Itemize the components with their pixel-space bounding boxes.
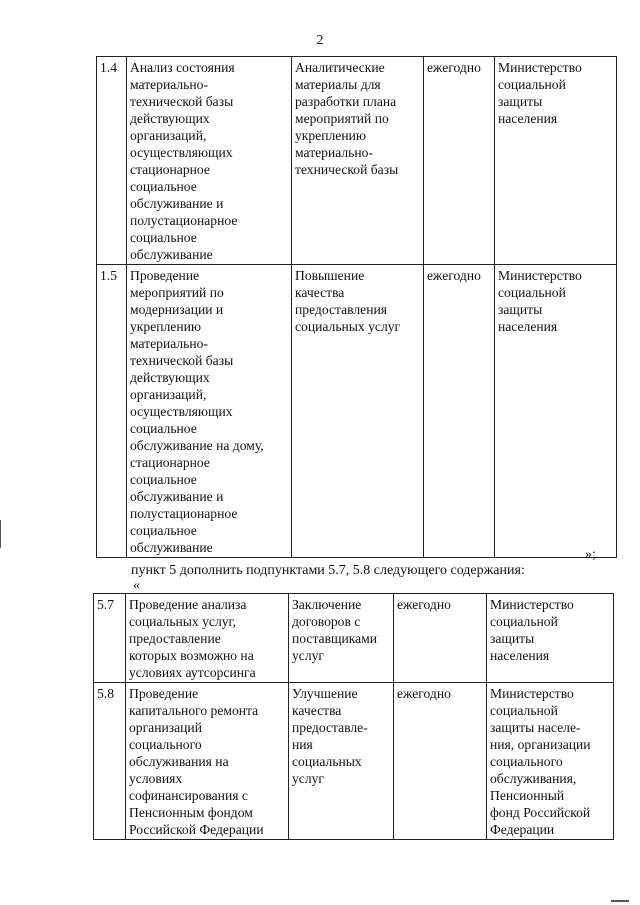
item-number-cell: 5.8	[94, 683, 126, 840]
action-cell: Проведение капитального ремонта организаций социального обслуживания на условиях софинансирования с Пенсионным фондом Российской Федерации	[126, 683, 289, 840]
responsible-cell: Министерство социальной защиты населения	[495, 265, 617, 558]
scan-edge-mark	[0, 520, 1, 548]
period-cell: ежегодно	[394, 594, 487, 683]
table-row	[94, 594, 614, 683]
measures-table-section-5	[93, 593, 614, 840]
result-cell: Заключение договоров с поставщиками услуг	[289, 594, 394, 683]
opening-quote-mark: «	[133, 578, 140, 593]
responsible-cell: Министерство социальной защиты населения	[487, 594, 614, 683]
action-cell: Проведение анализа социальных услуг, предоставление которых возможно на условиях аутсорсинга	[126, 594, 289, 683]
action-cell: Проведение мероприятий по модернизации и укреплению материально- технической базы действующих организаций, осуществляющих социальное обслуживание на дому, стационарное социальное обслуживание и полустационарное социальное обслуживание	[127, 265, 292, 558]
table-row	[94, 683, 614, 840]
result-cell: Повышение качества предоставления социальных услуг	[292, 265, 424, 558]
period-cell: ежегодно	[424, 57, 495, 265]
table-row	[97, 265, 617, 558]
item-number-cell: 5.7	[94, 594, 126, 683]
result-cell: Улучшение качества предоставле- ния социальных услуг	[289, 683, 394, 840]
item-number-cell: 1.5	[97, 265, 127, 558]
table-row	[97, 57, 617, 265]
responsible-cell: Министерство социальной защиты населения	[495, 57, 617, 265]
result-cell: Аналитические материалы для разработки плана мероприятий по укреплению материально- технической базы	[292, 57, 424, 265]
page-number: 2	[316, 33, 324, 48]
amendment-paragraph: пункт 5 дополнить подпунктами 5.7, 5.8 следующего содержания:	[131, 563, 525, 578]
measures-table-section-1	[96, 56, 617, 558]
responsible-cell: Министерство социальной защиты населе- ния, организации социального обслуживания, Пенсионный фонд Российской Федерации	[487, 683, 614, 840]
period-cell: ежегодно	[394, 683, 487, 840]
closing-quote-mark: »;	[585, 547, 596, 562]
action-cell: Анализ состояния материально- технической базы действующих организаций, осуществляющих стационарное социальное обслуживание и полустационарное социальное обслуживание	[127, 57, 292, 265]
scan-edge-mark	[611, 900, 629, 902]
item-number-cell: 1.4	[97, 57, 127, 265]
period-cell: ежегодно	[424, 265, 495, 558]
